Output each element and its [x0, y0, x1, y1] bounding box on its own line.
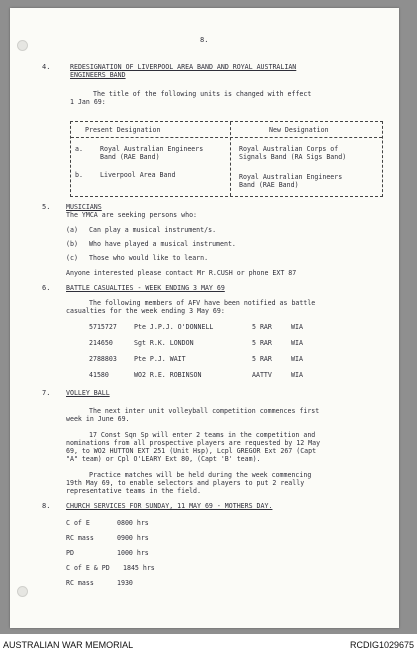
casualty-name: WO2 R.E. ROBINSON	[134, 371, 202, 379]
paragraph-line: 19th May 69, to enable selectors and players to put 2 really	[66, 479, 305, 487]
section-4-intro-cont: 1 Jan 69:	[70, 98, 106, 106]
casualty-name: Pte J.P.J. O'DONNELL	[134, 323, 214, 331]
page-number: 8.	[200, 36, 209, 44]
paragraph-line: Practice matches will be held during the week commencing	[89, 471, 312, 479]
casualty-number: 41580	[89, 371, 109, 379]
list-item-label: (b)	[66, 240, 78, 248]
paragraph-line: The next inter unit volleyball competition commences first	[89, 407, 320, 415]
table-header-present: Present Designation	[85, 126, 161, 134]
section-4-heading-cont: ENGINEERS BAND	[70, 71, 126, 79]
casualty-number: 5715727	[89, 323, 117, 331]
section-6-heading: BATTLE CASUALTIES - WEEK ENDING 3 MAY 69	[66, 284, 225, 292]
punch-hole	[17, 586, 28, 597]
list-item: Who have played a musical instrument.	[89, 240, 236, 248]
table-cell-present: Liverpool Area Band	[100, 171, 176, 179]
paragraph-line: "A" team) or Cpl O'LEARY Ext 80, (Capt 'B' team).	[66, 455, 261, 463]
section-5-intro: The YMCA are seeking persons who:	[66, 211, 198, 219]
section-4-heading: REDESIGNATION OF LIVERPOOL AREA BAND AND ROYAL AUSTRALIAN	[70, 63, 297, 71]
casualty-status: WIA	[291, 371, 303, 379]
list-item: Those who would like to learn.	[89, 254, 209, 262]
footer-source: AUSTRALIAN WAR MEMORIAL	[3, 640, 134, 650]
table-header-new: New Designation	[269, 126, 329, 134]
service-denomination: RC mass	[66, 534, 94, 542]
list-item-label: (a)	[66, 226, 78, 234]
punch-hole	[17, 40, 28, 51]
section-8-number: 8.	[42, 502, 51, 510]
section-4-intro: The title of the following units is changed with effect	[93, 90, 312, 98]
service-denomination: C of E	[66, 519, 90, 527]
casualty-number: 214650	[89, 339, 113, 347]
casualty-unit: 5 RAR	[252, 355, 272, 363]
service-time: 1930	[117, 579, 133, 587]
archive-footer	[0, 634, 417, 654]
document-page	[10, 8, 399, 628]
table-cell-new: Royal Australian Engineers	[239, 173, 343, 181]
service-time: 0800 hrs	[117, 519, 149, 527]
service-time: 1000 hrs	[117, 549, 149, 557]
section-7-heading: VOLLEY BALL	[66, 389, 110, 397]
paragraph-line: 69, to WO2 HUTTON EXT 251 (Unit Hsp), Lcpl GREGOR Ext 267 (Capt	[66, 447, 317, 455]
section-8-heading: CHURCH SERVICES FOR SUNDAY, 11 MAY 69 - MOTHERS DAY.	[66, 502, 273, 510]
casualty-unit: AATTV	[252, 371, 272, 379]
table-cell-present: Band (RAE Band)	[100, 153, 160, 161]
service-time: 1845 hrs	[123, 564, 155, 572]
casualty-unit: 5 RAR	[252, 323, 272, 331]
section-6-number: 6.	[42, 284, 51, 292]
paragraph-line: representative teams in the field.	[66, 487, 201, 495]
casualty-status: WIA	[291, 323, 303, 331]
table-cell-present: Royal Australian Engineers	[100, 145, 204, 153]
casualty-unit: 5 RAR	[252, 339, 272, 347]
section-6-intro: The following members of AFV have been notified as battle	[89, 299, 316, 307]
section-5-heading: MUSICIANS	[66, 203, 102, 211]
section-4-number: 4.	[42, 63, 51, 71]
designation-table	[70, 121, 383, 197]
casualty-name: Sgt R.K. LONDON	[134, 339, 194, 347]
section-5-contact: Anyone interested please contact Mr R.CUSH or phone EXT 87	[66, 269, 297, 277]
paragraph-line: nominations from all prospective players are requested by 12 May	[66, 439, 321, 447]
service-denomination: C of E & PD	[66, 564, 110, 572]
section-6-intro-cont: casualties for the week ending 3 May 69:	[66, 307, 225, 315]
casualty-number: 2788803	[89, 355, 117, 363]
casualty-status: WIA	[291, 355, 303, 363]
paragraph-line: week in June 69.	[66, 415, 130, 423]
table-row-label: a.	[75, 145, 83, 153]
table-row-label: b.	[75, 171, 83, 179]
service-denomination: PD	[66, 549, 74, 557]
table-cell-new: Band (RAE Band)	[239, 181, 299, 189]
casualty-name: Pte P.J. WAIT	[134, 355, 186, 363]
list-item: Can play a musical instrument/s.	[89, 226, 217, 234]
service-time: 0900 hrs	[117, 534, 149, 542]
paragraph-line: 17 Const Sqn Sp will enter 2 teams in the competition and	[89, 431, 316, 439]
table-cell-new: Royal Australian Corps of	[239, 145, 339, 153]
section-7-number: 7.	[42, 389, 51, 397]
footer-id: RCDIG1029675	[349, 640, 414, 650]
casualty-status: WIA	[291, 339, 303, 347]
list-item-label: (c)	[66, 254, 78, 262]
section-5-number: 5.	[42, 203, 51, 211]
service-denomination: RC mass	[66, 579, 94, 587]
table-cell-new: Signals Band (RA Sigs Band)	[239, 153, 347, 161]
